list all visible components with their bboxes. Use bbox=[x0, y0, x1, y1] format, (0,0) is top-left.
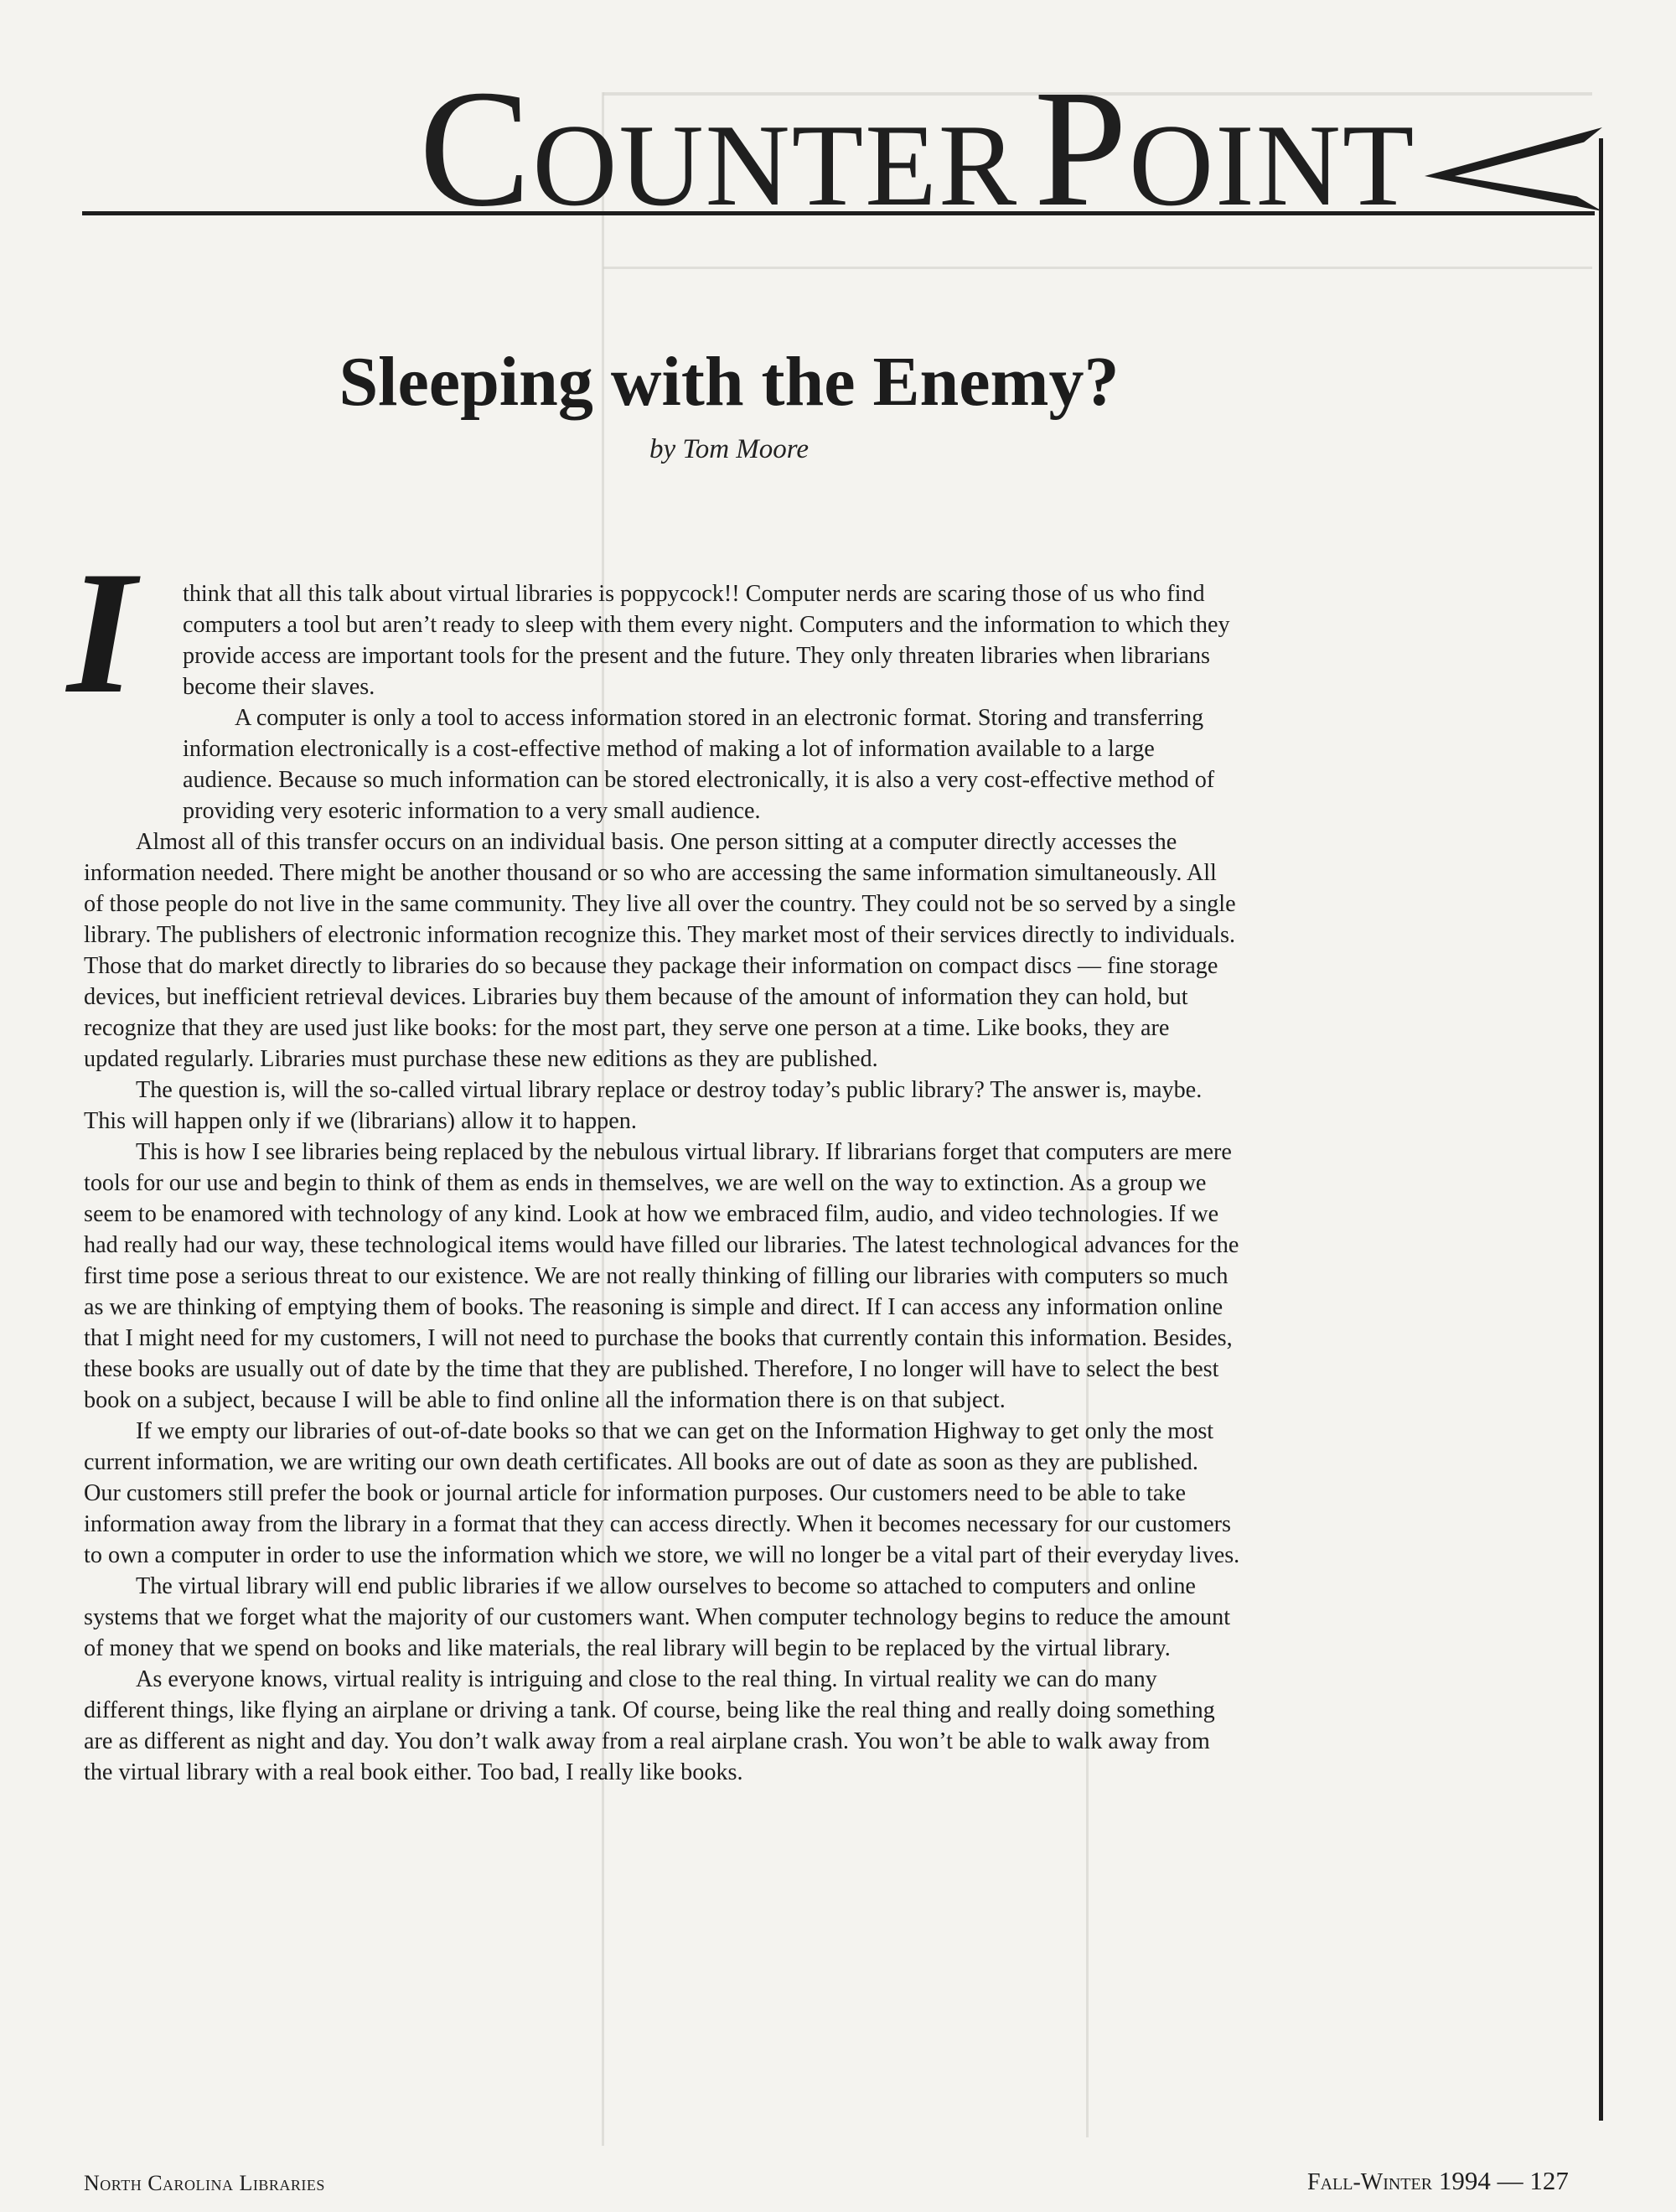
masthead-title-counter: Counter bbox=[419, 56, 1019, 241]
article-paragraph: The question is, will the so-called virtual library replace or destroy today’s public library? The answer is, maybe. This will happen only if we (librarians) allow it to happen. bbox=[84, 1077, 1203, 1134]
footer-publication: North Carolina Libraries bbox=[84, 2171, 325, 2195]
bleed-through-rule bbox=[603, 267, 1592, 269]
footer-page-number: 1994 — 127 bbox=[1438, 2166, 1569, 2195]
masthead-title bbox=[419, 56, 1416, 241]
article-paragraph: If we empty our libraries of out-of-date books so that we can get on the Information Highway to get only the most current information, we are writing our own death certificates. All books are out of date as soon as they are published. Our customers still prefer the book or journal article for information purposes. Our customers need to be able to take information away from the library in a format that they can access directly. When it becomes necessary for our customers to own a computer in order to use the information which we store, we will no longer be a vital part of their everyday lives. bbox=[84, 1418, 1240, 1568]
footer-season: Fall-Winter bbox=[1307, 2169, 1433, 2195]
footer-issue bbox=[1307, 2166, 1569, 2196]
article-paragraph: As everyone knows, virtual reality is intriguing and close to the real thing. In virtual reality we can do many different things, like flying an airplane or driving a tank. Of course, being like the real thing and really doing something are as different as night and day. You don’t walk away from a real airplane crash. You won’t be able to walk away from the virtual library with a real book either. Too bad, I really like books. bbox=[84, 1666, 1215, 1785]
article-paragraph: think that all this talk about virtual libraries is poppycock!! Computer nerds are scaring those of us who find computers a tool but aren’t ready to sleep with them every night. Computers and the information to which they provide access are important tools for the present and the future. They only threaten libraries when librarians become their slaves. bbox=[183, 581, 1230, 700]
drop-cap: I bbox=[67, 536, 136, 730]
article-byline: by Tom Moore bbox=[649, 434, 810, 464]
article-body bbox=[84, 578, 1240, 1788]
article-paragraph: The virtual library will end public libraries if we allow ourselves to become so attached to computers and online systems that we forget what the majority of our customers want. When computer technology begins to reduce the amount of money that we spend on books and like materials, the real library will begin to be replaced by the virtual library. bbox=[84, 1573, 1231, 1661]
article-paragraph: A computer is only a tool to access information stored in an electronic format. Storing and transferring information electronically is a cost-effective method of making a lot of information available to a large audience. Because so much information can be stored electronically, it is also a very cost-effective method of providing very esoteric information to a very small audience. bbox=[183, 705, 1215, 824]
arrow-icon bbox=[1416, 124, 1609, 216]
masthead-title-point: Point bbox=[1033, 56, 1416, 241]
article-paragraph: This is how I see libraries being replaced by the nebulous virtual library. If librarians forget that computers are mere tools for our use and begin to think of them as ends in themselves, we are well on the way to extinction. As a group we seem to be enamored with technology of any kind. Look at how we embraced film, audio, and video technologies. If we had really had our way, these technological items would have filled our libraries. The latest technological advances for the first time pose a serious threat to our existence. We are not really thinking of filling our libraries with computers so much as we are thinking of emptying them of books. The reasoning is simple and direct. If I can access any information online that I might need for my customers, I will not need to purchase the books that currently contain this information. Besides, these books are usually out of date by the time that they are published. Therefore, I no longer will have to select the best book on a subject, because I will be able to find online all the information there is on that subject. bbox=[84, 1139, 1239, 1413]
article-paragraph: Almost all of this transfer occurs on an individual basis. One person sitting at a computer directly accesses the information needed. There might be another thousand or so who are accessing the same information simultaneously. All of those people do not live in the same community. They live all over the country. They could not be so served by a single library. The publishers of electronic information recognize this. They market most of their services directly to individuals. Those that do market directly to libraries do so because they package their information on compact discs — fine storage devices, but inefficient retrieval devices. Libraries buy them because of the amount of information they can hold, but recognize that they are used just like books: for the most part, they serve one person at a time. Like books, they are updated regularly. Libraries must purchase these new editions as they are published. bbox=[84, 829, 1236, 1072]
page-border-rule bbox=[1599, 138, 1603, 2121]
article-headline: Sleeping with the Enemy? bbox=[339, 343, 1120, 421]
